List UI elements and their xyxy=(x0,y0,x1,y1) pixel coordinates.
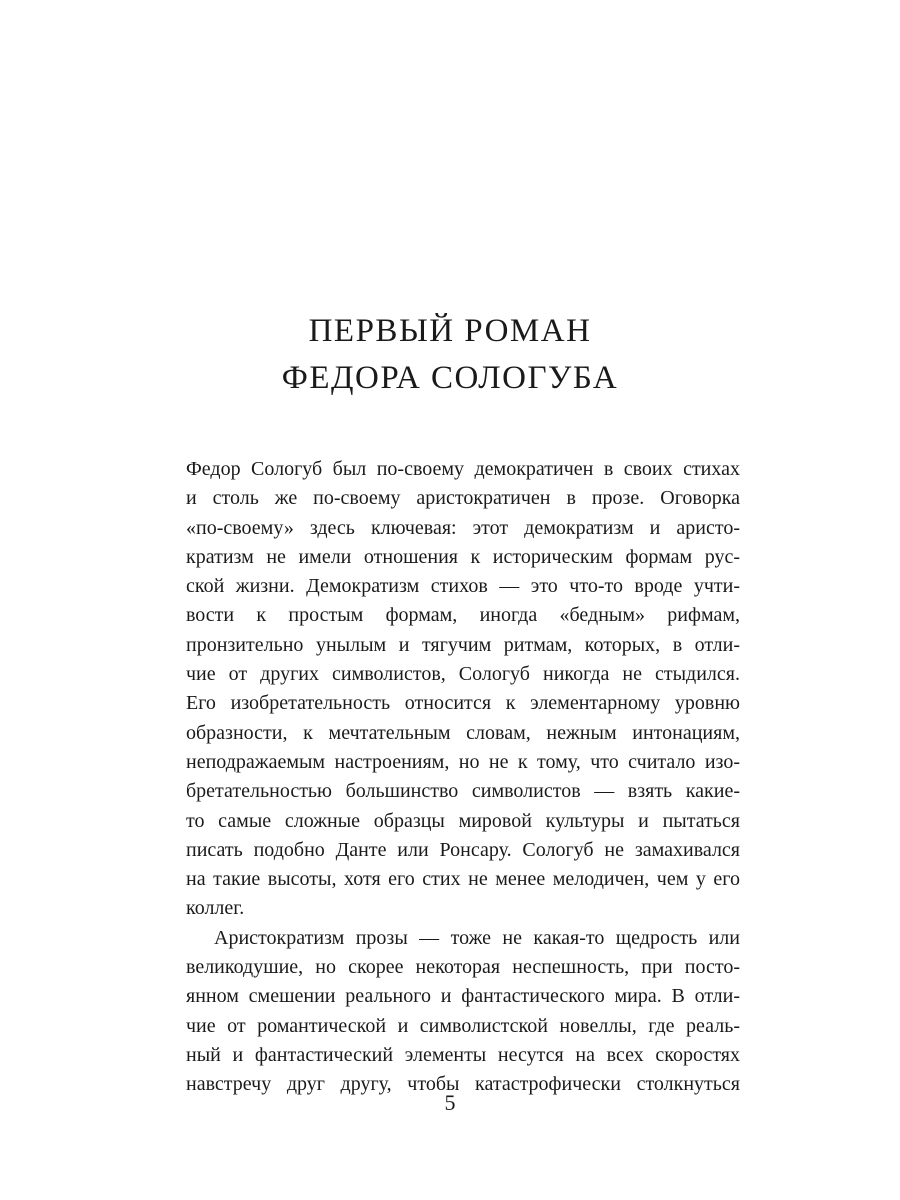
page-number: 5 xyxy=(444,1090,456,1115)
text-line: ской жизни. Демократизм стихов — это что-то вроде учти- xyxy=(186,575,740,598)
text-line: пронзительно унылым и тягучим ритмам, которых, в отли- xyxy=(186,633,740,656)
text-line: великодушие, но скорее некоторая неспешность, при посто- xyxy=(186,956,740,979)
text-line: навстречу друг другу, чтобы катастрофически столкнуться xyxy=(186,1073,740,1096)
text-line: то самые сложные образцы мировой культуры и пытаться xyxy=(186,809,740,832)
text-line: неподражаемым настроениям, но не к тому, что считало изо- xyxy=(186,750,740,773)
text-line: янном смешении реального и фантастического мира. В отли- xyxy=(186,985,740,1008)
text-line: кратизм не имели отношения к историческим формам рус- xyxy=(186,545,740,568)
text-line: писать подобно Данте или Ронсару. Сологуб не замахивался xyxy=(186,838,740,861)
paragraph-1 xyxy=(186,455,740,924)
text-line: Его изобретательность относится к элементарному уровню xyxy=(186,692,740,715)
chapter-title xyxy=(0,308,900,402)
body-text xyxy=(186,455,740,1100)
paragraph-2 xyxy=(186,924,740,1100)
text-line: бретательностью большинство символистов — взять какие- xyxy=(186,780,740,803)
text-line: коллег. xyxy=(186,897,245,920)
chapter-title-line-1: ПЕРВЫЙ РОМАН xyxy=(308,313,592,349)
text-line: и столь же по-своему аристократичен в прозе. Оговорка xyxy=(186,487,740,510)
text-line: образности, к мечтательным словам, нежным интонациям, xyxy=(186,721,740,744)
chapter-title-line-2: ФЕДОРА СОЛОГУБА xyxy=(281,360,619,396)
text-line: чие от романтической и символистской новеллы, где реаль- xyxy=(186,1014,740,1037)
text-line: чие от других символистов, Сологуб никогда не стыдился. xyxy=(186,663,740,686)
text-line: вости к простым формам, иногда «бедным» рифмам, xyxy=(186,604,740,627)
text-line: на такие высоты, хотя его стих не менее мелодичен, чем у его xyxy=(186,868,740,891)
text-line: ный и фантастический элементы несутся на всех скоростях xyxy=(186,1043,740,1066)
text-line: Аристократизм прозы — тоже не какая-то щедрость или xyxy=(214,926,740,949)
text-line: «по-своему» здесь ключевая: этот демократизм и аристо- xyxy=(186,516,740,539)
text-line: Федор Сологуб был по-своему демократичен в своих стихах xyxy=(186,458,740,480)
